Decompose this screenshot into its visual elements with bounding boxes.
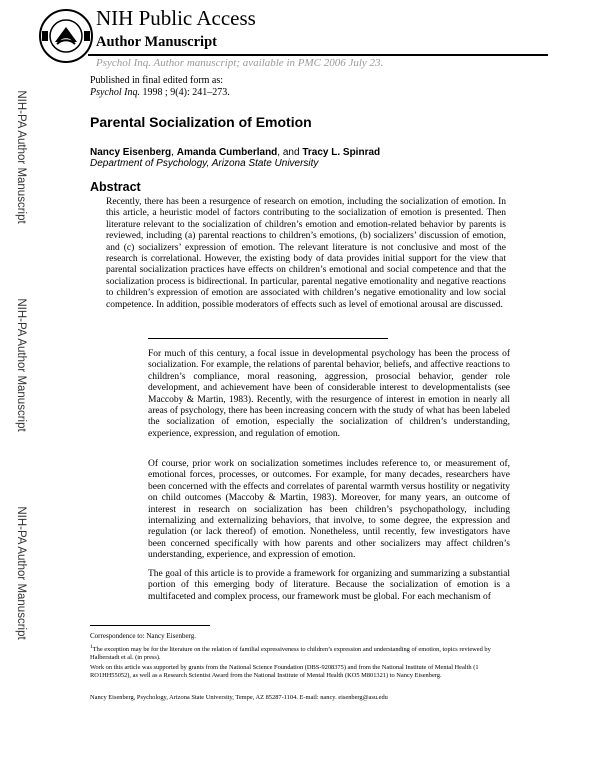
abstract-text: Recently, there has been a resurgence of research on emotion, including the socialization of emotion. In this article, a heuristic model of factors contributing to the socialization of emotion is presented. Then literature relevant to the socialization of children’s emotion and emotion-related behavior by parents is reviewed, including (a) parental reactions to children’s emotions, (b) socializers’ discussion of emotion, and (c) socializers’ expression of emotion. The relevant literature is not conclusive and most of the research is correlational. However, the existing body of data provides initial support for the view that parental socialization practices have effects on children’s emotional and social competence and that the socialization process is bidirectional. In particular, parental negative emotionality and negative reactions to children’s expression of emotion are associated with children’s negative emotionality and low social competence. In addition, possible moderators of effects such as level of emotional arousal are discussed.: [106, 197, 506, 310]
sidebar-watermark: NIH-PA Author Manuscript: [15, 90, 27, 224]
funding-note: Work on this article was supported by grants from the National Science Foundation (DBS-9208375) and from the National Institute of Mental Health (1 RO1HH55052), as well as a Research Scientist Award from the National Institute of Mental Health (KO5 M801321) to Nancy Eisenberg.: [90, 664, 479, 679]
header-rule: [88, 54, 548, 56]
pmc-availability-note: Psychol Inq. Author manuscript; available in PMC 2006 July 23.: [96, 57, 384, 69]
footnote-rule: [90, 625, 210, 626]
published-in-label: Published in final edited form as:: [90, 75, 224, 86]
body-paragraph: For much of this century, a focal issue in developmental psychology has been the process of socialization. For example, the relations of parental behavior, beliefs, and affective reactions to children’s compliance, moral reasoning, aggression, prosocial behavior, gender role development, and achievement have been of considerable interest to developmentalists (see Maccoby & Martin, 1983). Recently, with the resurgence of interest in emotion in nearly all areas of psychology, there has been increasing concern with the study of what has been labeled the socialization of emotion, especially the socialization of children’s understanding, experience, expression, and regulation of emotion.: [148, 349, 510, 439]
citation-details: 1998 ; 9(4): 241–273.: [140, 87, 230, 98]
footnote-marker: 1: [90, 644, 93, 650]
article-title: Parental Socialization of Emotion: [90, 114, 312, 130]
journal-name: Psychol Inq.: [90, 87, 140, 98]
author-name: Tracy L. Spinrad: [302, 147, 381, 158]
abstract-heading: Abstract: [90, 180, 141, 194]
citation-line: [90, 86, 230, 99]
author-name: Nancy Eisenberg: [90, 147, 172, 158]
nih-seal-icon: [38, 8, 94, 64]
author-manuscript-label: Author Manuscript: [96, 34, 217, 50]
author-name: Amanda Cumberland: [176, 147, 278, 158]
affiliation: Department of Psychology, Arizona State University: [90, 158, 319, 169]
body-paragraph: The goal of this article is to provide a framework for organizing and summarizing a substantial portion of this emerging body of literature. Because the socialization of emotion is a multifaceted and complex process, our framework must be global. For each mechanism of: [148, 569, 510, 602]
author-list: Nancy Eisenberg, Amanda Cumberland, and Tracy L. Spinrad: [90, 147, 381, 158]
nih-logo-text: [94, 8, 95, 9]
author-address: Nancy Eisenberg, Psychology, Arizona State University, Tempe, AZ 85287-1104. E-mail: nancy. eisenberg@asu.edu: [90, 694, 388, 701]
body-paragraph: Of course, prior work on socialization sometimes includes reference to, or measurement of, emotional forces, processes, or outcomes. For example, for many decades, researchers have been concerned with the effects and correlates of parental warmth versus hostility or negativity on child outcomes (Maccoby & Martin, 1983). Moreover, for many years, an outcome of interest in research on socialization has been children’s psychopathology, including internalizing and externalizing behaviors, that involve, to some degree, the expression and regulation (or lack thereof) of emotion. Nonetheless, until recently, few investigators have been concerned specifically with how parents and other socializers may affect children’s understanding, experience, and expression of emotion.: [148, 459, 510, 561]
sidebar-watermark: NIH-PA Author Manuscript: [15, 298, 27, 432]
footnote-text: The exception may be for the literature on the relation of familial expressiveness to children’s expression and understanding of emotion, topics reviewed by Halberstadt et al. (in press).: [90, 646, 491, 662]
correspondence-note: Correspondence to: Nancy Eisenberg.: [90, 632, 197, 640]
footnote-1: [90, 643, 500, 662]
sidebar-watermark: NIH-PA Author Manuscript: [15, 506, 27, 640]
nih-public-access-title: NIH Public Access: [96, 6, 256, 30]
nih-logo: [38, 8, 94, 64]
section-separator: [148, 338, 388, 339]
